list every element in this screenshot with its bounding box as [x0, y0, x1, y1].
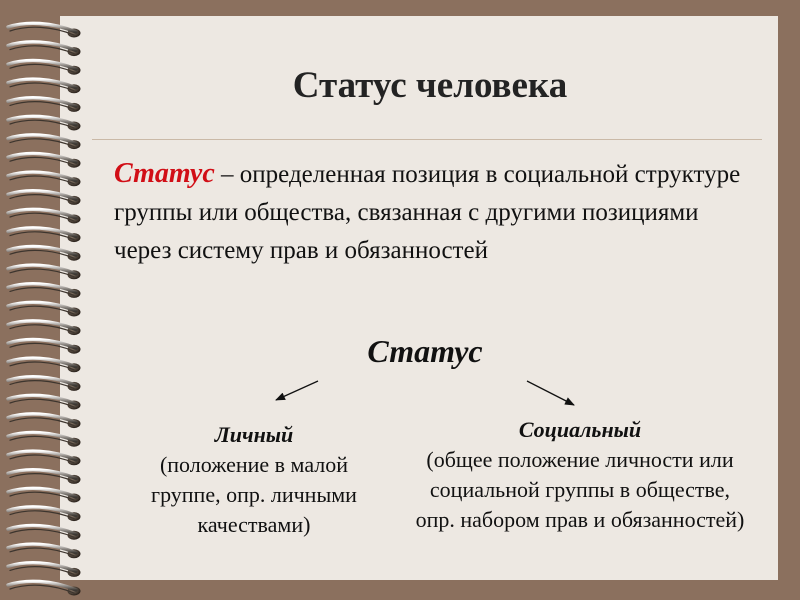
branch-social-title: Социальный [518, 417, 642, 442]
branch-social-description: (общее положение личности или социальной группы в обществе, опр. набором прав и обязанностей) [415, 447, 745, 532]
branch-social [410, 415, 750, 535]
arrow-right [527, 381, 574, 405]
arrow-left [276, 381, 318, 400]
branch-personal-description: (положение в малой группе, опр. личными качествами) [151, 452, 357, 537]
branch-personal-title: Личный [214, 422, 294, 447]
definition-body: – определенная позиция в социальной структуре группы или общества, связанная с другими позициями через систему прав и обязанностей [114, 161, 741, 264]
page-title: Статус человека [292, 65, 568, 106]
branch-personal [124, 420, 384, 540]
definition-term: Статус [114, 158, 215, 189]
diagram-root-label: Статус [367, 333, 483, 369]
